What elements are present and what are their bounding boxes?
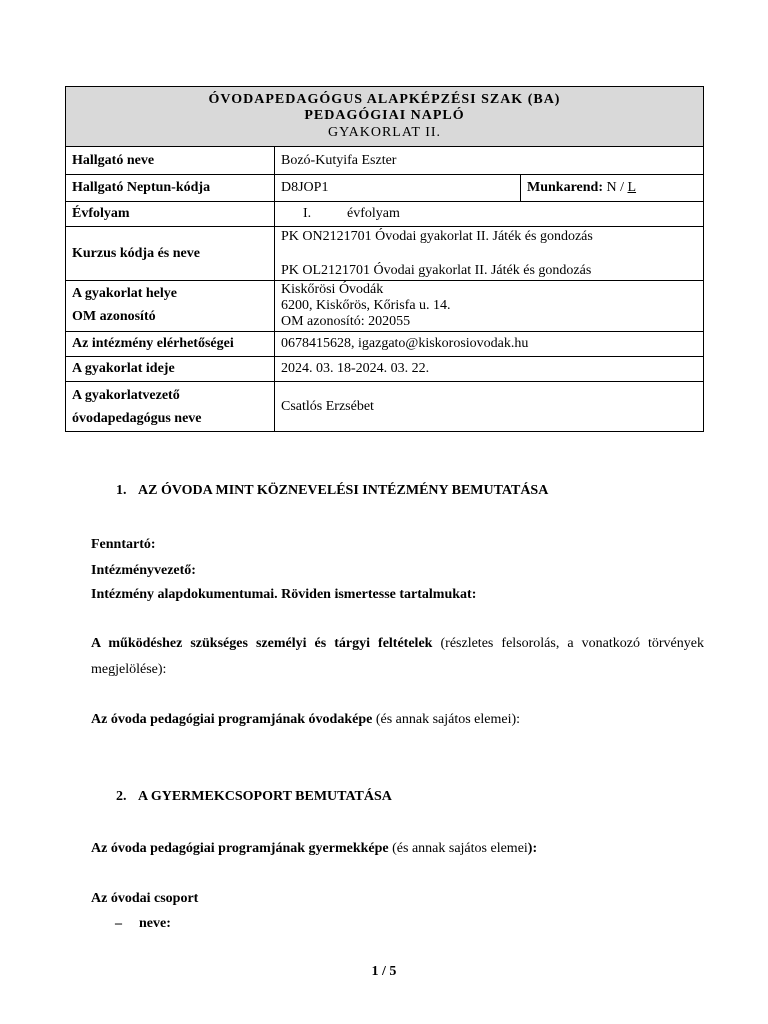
munkarend-l: L xyxy=(627,180,637,196)
place-label-1: A gyakorlat helye xyxy=(72,286,177,301)
name-label: Hallgató neve xyxy=(66,147,275,175)
table-row xyxy=(66,281,704,332)
year-value xyxy=(275,202,704,227)
place-value xyxy=(275,281,704,332)
year-num: I. xyxy=(303,206,312,222)
munkarend-cell xyxy=(521,175,704,202)
gyermekkep-bold: Az óvoda pedagógiai programjának gyermekképe xyxy=(91,841,389,856)
fenntarto-label: Fenntartó: xyxy=(91,537,156,552)
table-row xyxy=(66,357,704,382)
ovodakep-rest: (és annak sajátos elemei): xyxy=(372,712,521,727)
table-header xyxy=(66,87,704,147)
place-line-1: Kiskőrösi Óvodák xyxy=(281,282,384,297)
table-row xyxy=(66,147,704,175)
table-row xyxy=(66,175,704,202)
year-text: évfolyam xyxy=(347,206,400,222)
ovodakep-paragraph xyxy=(91,711,704,729)
header-line-1: ÓVODAPEDAGÓGUS ALAPKÉPZÉSI SZAK (BA) xyxy=(208,91,561,107)
neve-item xyxy=(91,915,704,933)
table-row xyxy=(66,332,704,357)
leader-label xyxy=(66,382,275,432)
time-value: 2024. 03. 18-2024. 03. 22. xyxy=(275,357,704,382)
contact-value: 0678415628, igazgato@kiskorosiovodak.hu xyxy=(275,332,704,357)
name-value: Bozó-Kutyifa Eszter xyxy=(275,147,704,175)
course-line-2: PK OL2121701 Óvodai gyakorlat II. Játék és gondozás xyxy=(281,263,592,278)
neve-label: neve: xyxy=(139,916,171,931)
header-line-2: PEDAGÓGIAI NAPLÓ xyxy=(304,108,465,124)
section-2-number: 2. xyxy=(116,789,127,804)
table-row xyxy=(66,227,704,281)
table-row xyxy=(66,202,704,227)
vezeto-label: Intézményvezető: xyxy=(91,563,196,578)
neptun-label: Hallgató Neptun-kódja xyxy=(66,175,275,202)
contact-label: Az intézmény elérhetőségei xyxy=(66,332,275,357)
feltetelek-bold: A működéshez szükséges személyi és tárgyi feltételek xyxy=(91,636,433,651)
course-line-1: PK ON2121701 Óvodai gyakorlat II. Játék és gondozás xyxy=(281,229,593,244)
year-label: Évfolyam xyxy=(66,202,275,227)
student-info-table xyxy=(65,86,704,432)
table-row xyxy=(66,382,704,432)
dash-bullet: – xyxy=(115,916,122,931)
munkarend-label: Munkarend: xyxy=(527,180,603,196)
place-line-3: OM azonosító: 202055 xyxy=(281,314,411,329)
feltetelek-rest: (részletes felsorolás, a vonatkozó törvények megjelölése): xyxy=(91,636,704,677)
csoport-label: Az óvodai csoport xyxy=(91,891,199,906)
section-2-heading xyxy=(116,788,392,806)
course-value xyxy=(275,227,704,281)
gyermekkep-rest: (és annak sajátos elemei xyxy=(388,841,528,856)
alapdok-label: Intézmény alapdokumentumai. Röviden ismertesse tartalmukat: xyxy=(91,587,477,602)
section-1-heading xyxy=(116,482,548,500)
leader-label-2: óvodapedagógus neve xyxy=(72,410,202,426)
time-label: A gyakorlat ideje xyxy=(66,357,275,382)
course-label: Kurzus kódja és neve xyxy=(66,227,275,281)
gyermekkep-end: ): xyxy=(527,841,538,856)
leader-label-1: A gyakorlatvezető xyxy=(72,387,180,403)
section-2-title: A GYERMEKCSOPORT BEMUTATÁSA xyxy=(138,789,392,804)
place-line-2: 6200, Kiskőrös, Kőrisfa u. 14. xyxy=(281,298,451,313)
gyermekkep-paragraph xyxy=(91,840,704,858)
munkarend-n: N / xyxy=(606,180,624,196)
header-line-3: GYAKORLAT II. xyxy=(327,124,442,140)
section-1-title: AZ ÓVODA MINT KÖZNEVELÉSI INTÉZMÉNY BEMUTATÁSA xyxy=(138,483,549,498)
page-number: 1 / 5 xyxy=(371,964,397,979)
place-label xyxy=(66,281,275,332)
neptun-value: D8JOP1 xyxy=(275,175,521,202)
feltetelek-paragraph xyxy=(91,631,704,683)
section-1-number: 1. xyxy=(116,483,127,498)
place-label-2: OM azonosító xyxy=(72,309,156,324)
ovodakep-bold: Az óvoda pedagógiai programjának óvodaképe xyxy=(91,712,373,727)
leader-value: Csatlós Erzsébet xyxy=(275,382,704,432)
